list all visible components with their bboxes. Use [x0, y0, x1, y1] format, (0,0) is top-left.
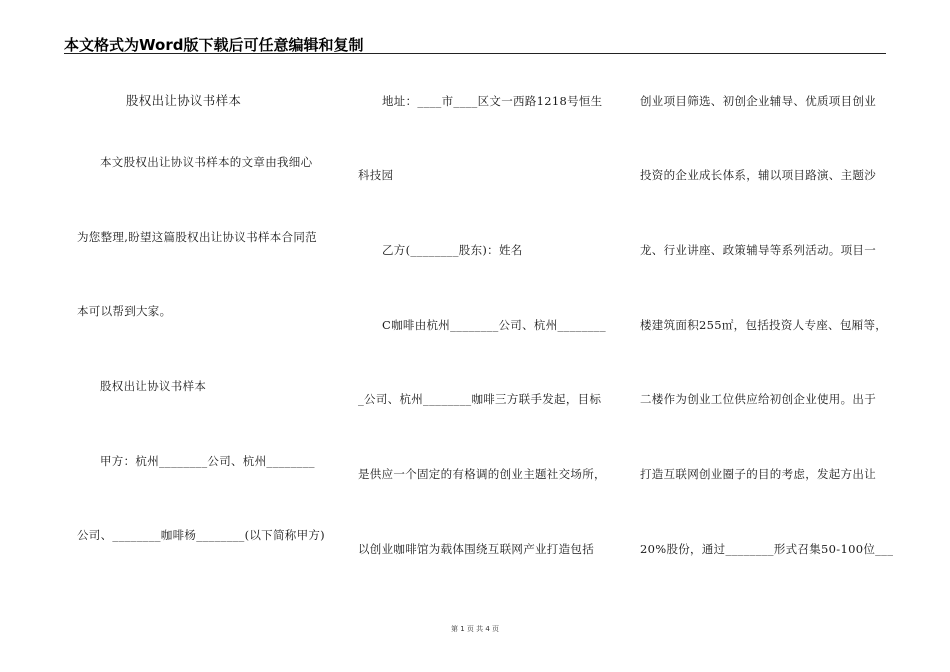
text-line: 20%股份，通过________形式召集50-100位___ — [640, 542, 894, 556]
text-line: 投资的企业成长体系，辅以项目路演、主题沙 — [640, 168, 876, 182]
section-heading: 股权出让协议书样本 — [100, 379, 207, 393]
text-line: 本文股权出让协议书样本的文章由我细心 — [100, 155, 313, 169]
text-line: 是供应一个固定的有格调的创业主题社交场所， — [358, 467, 606, 481]
text-line: 创业项目筛选、初创企业辅导、优质项目创业 — [640, 94, 876, 108]
text-line: 楼建筑面积255㎡，包括投资人专座、包厢等， — [640, 318, 888, 332]
text-line: 二楼作为创业工位供应给初创企业使用。出于 — [640, 392, 876, 406]
text-line: 地址：____市____区文一西路1218号恒生 — [382, 94, 603, 108]
text-line: _公司、杭州________咖啡三方联手发起，目标 — [358, 392, 602, 406]
text-line: 打造互联网创业圈子的目的考虑，发起方出让 — [640, 467, 876, 481]
text-line: 乙方(________股东)：姓名 — [382, 243, 523, 257]
page-header-title: 本文格式为Word版下载后可任意编辑和复制 — [64, 36, 364, 54]
text-line: 以创业咖啡馆为载体围绕互联网产业打造包括 — [358, 542, 594, 556]
header-divider — [64, 53, 886, 54]
document-title: 股权出让协议书样本 — [126, 93, 242, 108]
text-line: 甲方：杭州________公司、杭州________ — [100, 454, 315, 468]
text-line: C咖啡由杭州________公司、杭州________ — [382, 318, 606, 332]
page-number: 第 1 页 共 4 页 — [450, 625, 500, 633]
text-line: 为您整理,盼望这篇股权出让协议书样本合同范 — [77, 230, 317, 244]
text-line: 科技园 — [358, 168, 394, 182]
text-line: 公司、________咖啡杨________(以下简称甲方) — [77, 528, 325, 542]
text-line: 龙、行业讲座、政策辅导等系列活动。项目一 — [640, 243, 876, 257]
text-line: 本可以帮到大家。 — [77, 304, 172, 318]
